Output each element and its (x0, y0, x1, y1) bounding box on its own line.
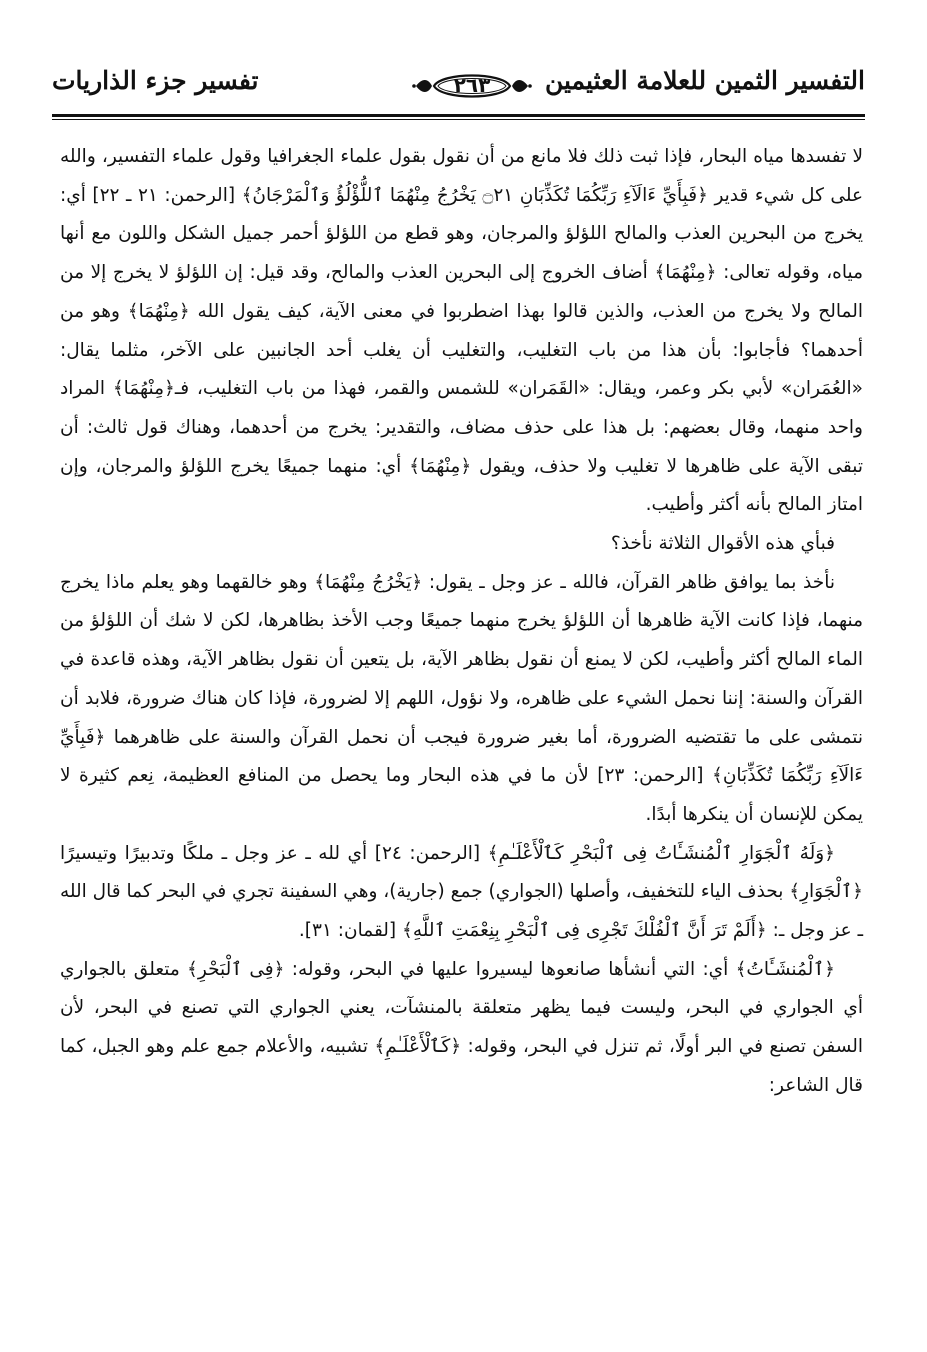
paragraph: فبأي هذه الأقوال الثلاثة نأخذ؟ (610, 533, 835, 555)
header-rule-thin (52, 119, 865, 120)
page-header (52, 62, 865, 122)
page-number: ٢٦٣ (453, 73, 491, 97)
page-body (60, 138, 863, 1106)
header-rule (52, 114, 865, 117)
paragraph: ﴿وَلَهُ ٱلْجَوَارِ ٱلْمُنشَـَٔاتُ فِى ٱلْبَحْرِ كَٱلْأَعْلَـٰمِ﴾ [الرحمن: ٢٤] أي لله ـ عز وجل ـ ملكًا وتدبيرًا وتيسيرًا ﴿ٱلْجَوَارِ﴾ بحذف الياء للتخفيف، وأصلها (الجواري) جمع (جارية)، وهي السفينة تجري في البحر كما قال الله ـ عز وجل ـ: ﴿أَلَمْ تَرَ أَنَّ ٱلْفُلْكَ تَجْرِى فِى ٱلْبَحْرِ بِنِعْمَتِ ٱللَّهِ﴾ [لقمان: ٣١]. (59, 842, 863, 942)
paragraph: ﴿ٱلْمُنشَـَٔاتُ﴾ أي: التي أنشأها صانعوها ليسيروا عليها في البحر، وقوله: ﴿فِى ٱلْبَحْرِ﴾ متعلق بالجواري أي الجواري في البحر، وليست فيما يظهر متعلقة بالمنشآت، يعني الجواري التي تصنع في البحر، لأن السفن تصنع في البر أولًا، ثم تنزل في البحر، وقوله: ﴿كَٱلْأَعْلَـٰمِ﴾ تشبيه، والأعلام جمع علم وهو الجبل، كما قال الشاعر: (60, 958, 863, 1096)
book-title: التفسير الثمين للعلامة العثيمين (544, 66, 865, 95)
section-title: تفسير جزء الذاريات (52, 66, 259, 95)
page-number-ornament (412, 68, 532, 104)
paragraph: نأخذ بما يوافق ظاهر القرآن، فالله ـ عز وجل ـ يقول: ﴿يَخْرُجُ مِنْهُمَا﴾ وهو خالقهما وهو يعلم ماذا يخرج منهما، فإذا كانت الآية ظاهرها أن اللؤلؤ يخرج منهما جميعًا وجب الأخذ بظاهرها، لكن لا شك أن اللؤلؤ من الماء المالح أكثر وأطيب، لكن لا يمنع أن نقول بظاهر الآية، بل يتعين أن نقول بظاهر الآية، وهذه قاعدة في القرآن والسنة: إننا نحمل الشيء على ظاهره، ولا نؤول، اللهم إلا لضرورة، فإذا كان هناك ضرورة، فلابد أن نتمشى على ما تقتضيه الضرورة، أما بغير ضرورة فيجب أن نحمل القرآن والسنة على ظاهرهما ﴿فَبِأَيِّ ءَالَآءِ رَبِّكُمَا تُكَذِّبَانِ﴾ [الرحمن: ٢٣] لأن ما في هذه البحار وما يحصل من المنافع العظيمة، نِعم كثيرة لا يمكن للإنسان أن ينكرها أبدًا. (60, 571, 863, 825)
paragraph: لا تفسدها مياه البحار، فإذا ثبت ذلك فلا مانع من أن نقول بقول علماء الجغرافيا وقول علماء التفسير، والله على كل شيء قدير ﴿فَبِأَيِّ ءَالَآءِ رَبِّكُمَا تُكَذِّبَانِ ۝٢١ يَخْرُجُ مِنْهُمَا ٱللُّؤْلُؤُ وَٱلْمَرْجَانُ﴾ [الرحمن: ٢١ ـ ٢٢] أي: يخرج من البحرين العذب والمالح اللؤلؤ والمرجان، وهو قطع من اللؤلؤ أحمر جميل الشكل واللون مع أنها مياه، وقوله تعالى: ﴿مِنْهُمَا﴾ أضاف الخروج إلى البحرين العذب والمالح، وقد قيل: إن اللؤلؤ لا يخرج إلا من المالح ولا يخرج من العذب، والذين قالوا بهذا اضطربوا في معنى الآية، كيف يقول الله ﴿مِنْهُمَا﴾ وهو من أحدهما؟ فأجابوا: بأن هذا من باب التغليب، والتغليب أن يغلب أحد الجانبين على الآخر، مثلما يقال: «العُمَران» لأبي بكر وعمر، ويقال: «القَمَران» للشمس والقمر، فهذا من باب التغليب، فـ﴿مِنْهُمَا﴾ المراد واحد منهما، وقال بعضهم: بل هذا على حذف مضاف، والتقدير: يخرج من أحدهما، وهناك قول ثالث: أن تبقى الآية على ظاهرها لا تغليب ولا حذف، ويقول ﴿مِنْهُمَا﴾ أي: منهما جميعًا يخرج اللؤلؤ والمرجان، وإن امتاز المالح بأنه أكثر وأطيب. (60, 146, 863, 516)
